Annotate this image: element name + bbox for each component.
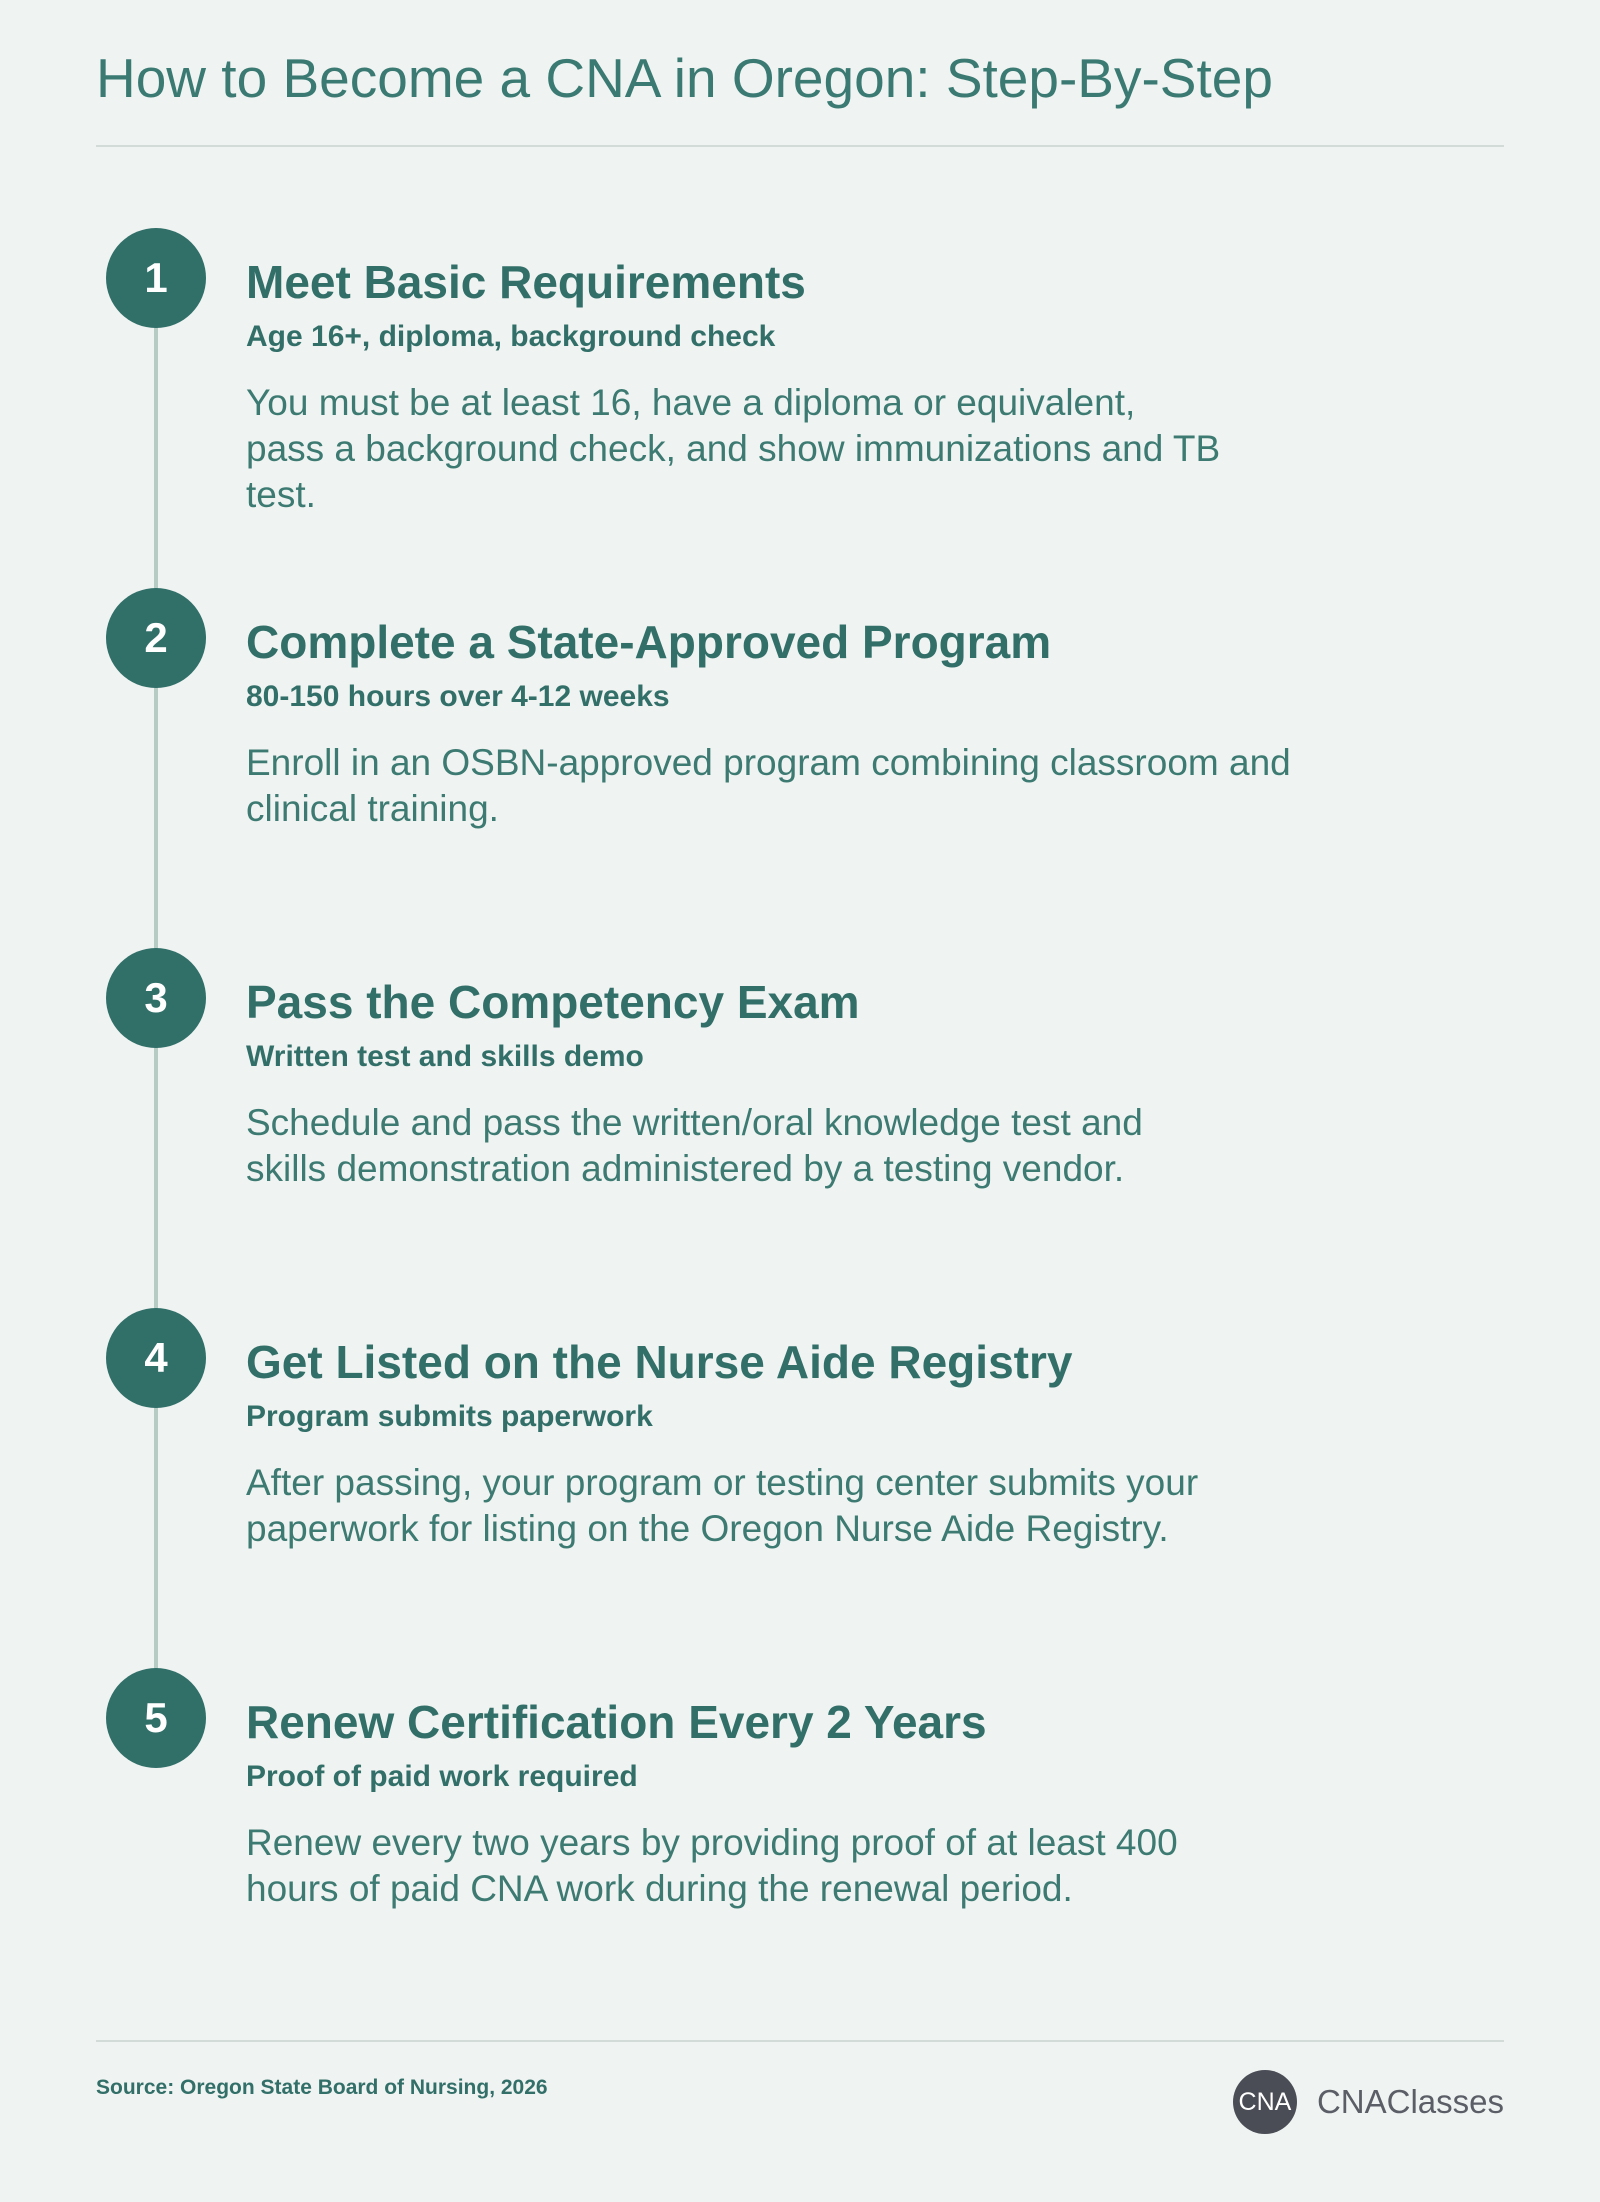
step-description-line: test.: [246, 474, 316, 515]
step-subtitle: 80-150 hours over 4-12 weeks: [246, 680, 670, 713]
step-description-line: Renew every two years by providing proof of at least 400: [246, 1822, 1178, 1863]
step-number-badge: 2: [106, 588, 206, 688]
step-number-badge: 4: [106, 1308, 206, 1408]
step-description-line: After passing, your program or testing center submits your: [246, 1462, 1199, 1503]
step-description-line: hours of paid CNA work during the renewal period.: [246, 1868, 1073, 1909]
header-divider: [96, 145, 1504, 147]
brand-logo: [1233, 2070, 1504, 2134]
step-subtitle: Written test and skills demo: [246, 1040, 644, 1073]
footer-divider: [96, 2040, 1504, 2042]
source-note: Source: Oregon State Board of Nursing, 2026: [96, 2076, 548, 2099]
brand-logo-icon: CNA: [1233, 2070, 1297, 2134]
step-number-badge: 3: [106, 948, 206, 1048]
step-number-badge: 1: [106, 228, 206, 328]
step-title: Complete a State-Approved Program: [246, 616, 1052, 668]
step-subtitle: Age 16+, diploma, background check: [246, 320, 776, 353]
step-subtitle: Program submits paperwork: [246, 1400, 653, 1433]
step-subtitle: Proof of paid work required: [246, 1760, 638, 1793]
step-description-line: Enroll in an OSBN-approved program combining classroom and: [246, 742, 1291, 783]
step-title: Meet Basic Requirements: [246, 256, 806, 308]
step-description-line: pass a background check, and show immunizations and TB: [246, 428, 1221, 469]
brand-name: CNAClasses: [1316, 2083, 1504, 2120]
step-description: [246, 740, 1346, 832]
step-number-badge: 5: [106, 1668, 206, 1768]
step-title: Renew Certification Every 2 Years: [246, 1696, 987, 1748]
step-description: [246, 1820, 1346, 1912]
page-title: How to Become a CNA in Oregon: Step-By-Step: [96, 47, 1273, 109]
step-title: Get Listed on the Nurse Aide Registry: [246, 1336, 1073, 1388]
step-description-line: You must be at least 16, have a diploma or equivalent,: [246, 382, 1136, 423]
step-title: Pass the Competency Exam: [246, 976, 860, 1028]
step-description-line: paperwork for listing on the Oregon Nurse Aide Registry.: [246, 1508, 1169, 1549]
step-description-line: clinical training.: [246, 788, 499, 829]
step-description-line: skills demonstration administered by a testing vendor.: [246, 1148, 1125, 1189]
step-description-line: Schedule and pass the written/oral knowledge test and: [246, 1102, 1143, 1143]
step-description: [246, 1460, 1346, 1552]
step-description: [246, 380, 1346, 518]
step-description: [246, 1100, 1346, 1192]
